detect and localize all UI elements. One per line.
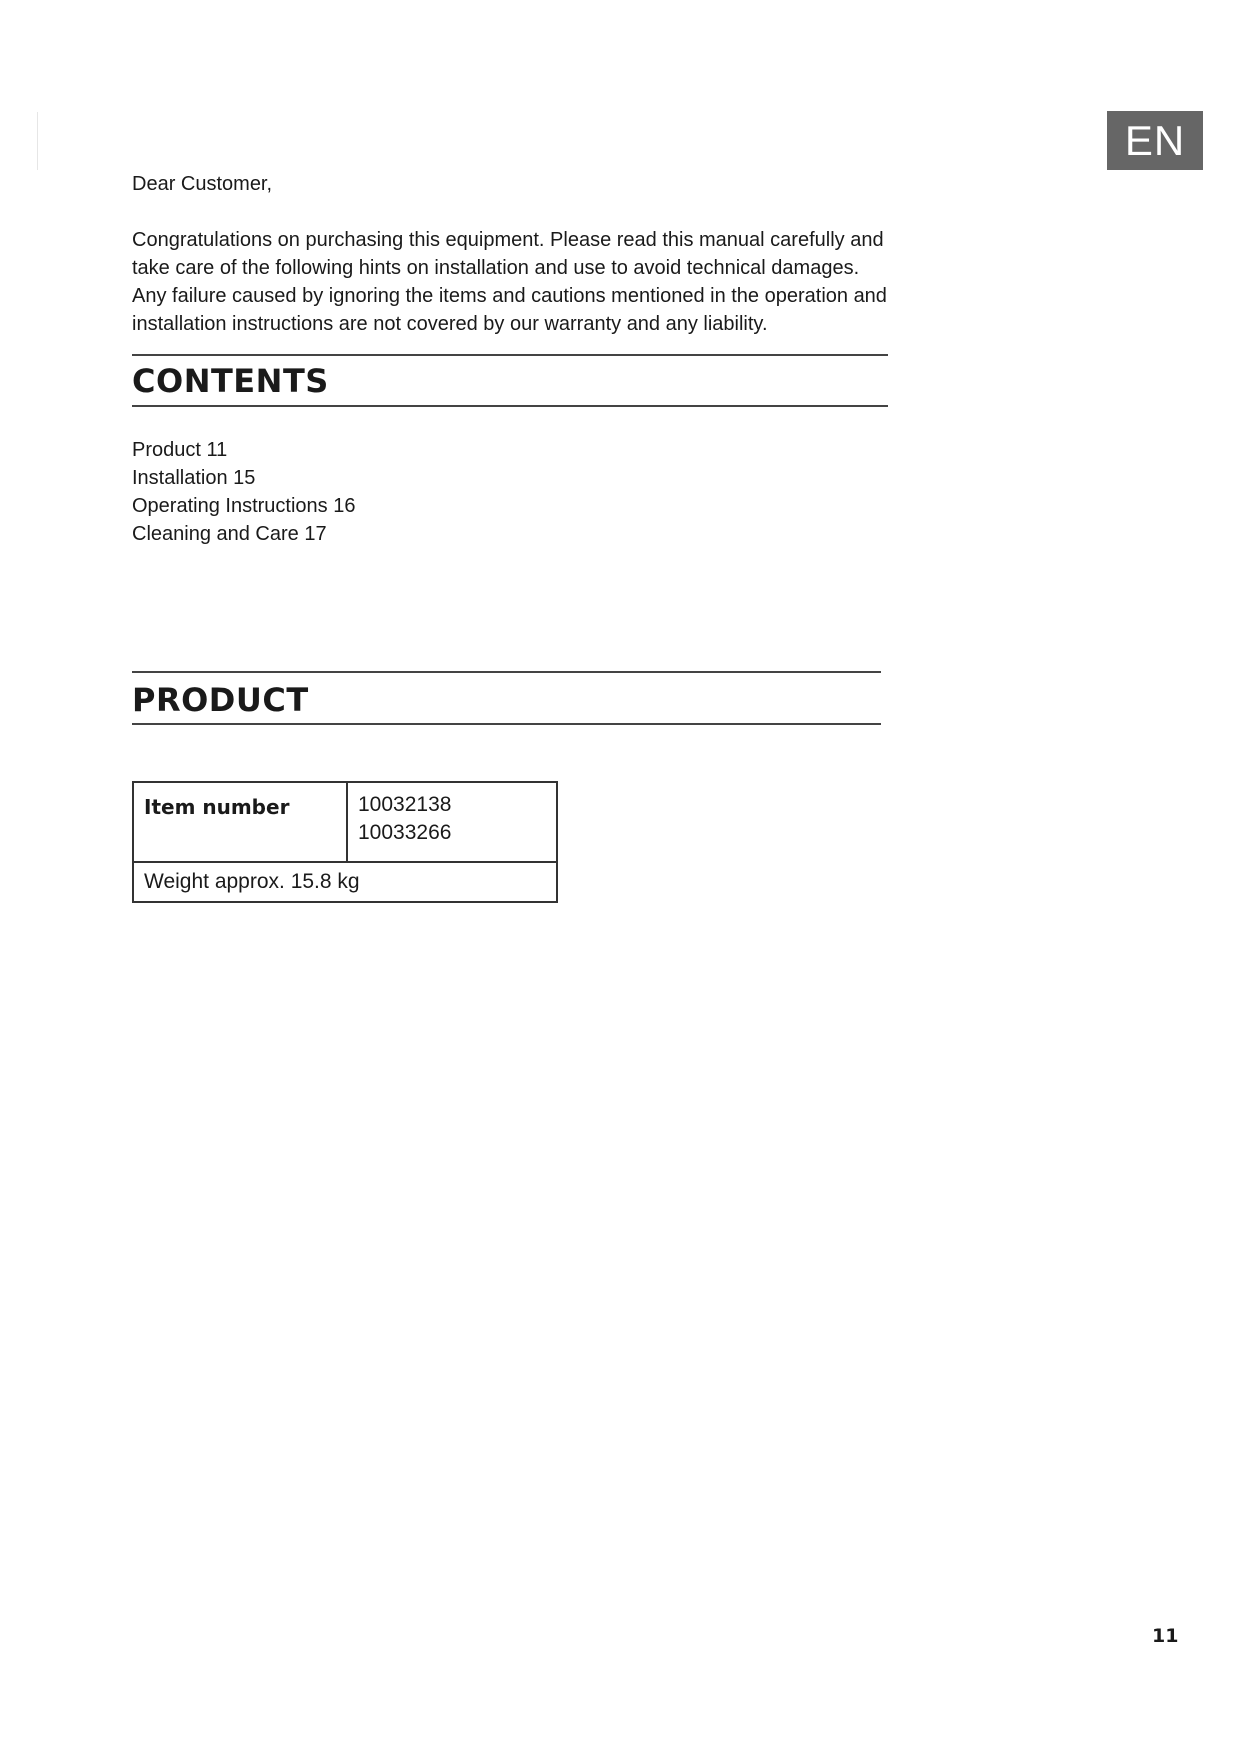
contents-item-product: Product 11 [132, 439, 228, 461]
table-row [133, 782, 557, 862]
page-number: 11 [1152, 1625, 1179, 1647]
intro-line: installation instructions are not covered by our warranty and any liability. [132, 313, 768, 335]
language-badge: EN [1107, 111, 1203, 170]
intro-line: Any failure caused by ignoring the items and cautions mentioned in the operation and [132, 285, 887, 307]
product-heading: PRODUCT [132, 681, 309, 719]
table-row [133, 862, 557, 902]
item-number: 10032138 [358, 793, 452, 816]
contents-item-installation: Installation 15 [132, 467, 256, 489]
intro-line: Congratulations on purchasing this equipment. Please read this manual carefully and [132, 229, 884, 251]
product-top-rule [132, 671, 881, 673]
contents-top-rule [132, 354, 888, 356]
salutation: Dear Customer, [132, 173, 273, 195]
product-bottom-rule [132, 723, 881, 725]
weight-cell: Weight approx. 15.8 kg [133, 862, 557, 902]
margin-mark [37, 112, 38, 170]
contents-item-operating-instructions: Operating Instructions 16 [132, 495, 356, 517]
product-spec-table [132, 781, 558, 903]
item-number-label: Item number [133, 782, 347, 862]
contents-bottom-rule [132, 405, 888, 407]
item-number: 10033266 [358, 821, 452, 844]
item-number-values [347, 782, 557, 862]
contents-heading: CONTENTS [132, 362, 329, 400]
intro-line: take care of the following hints on installation and use to avoid technical damages. [132, 257, 860, 279]
contents-list [132, 436, 355, 548]
contents-item-cleaning-and-care: Cleaning and Care 17 [132, 523, 327, 545]
intro-paragraph [132, 226, 912, 338]
